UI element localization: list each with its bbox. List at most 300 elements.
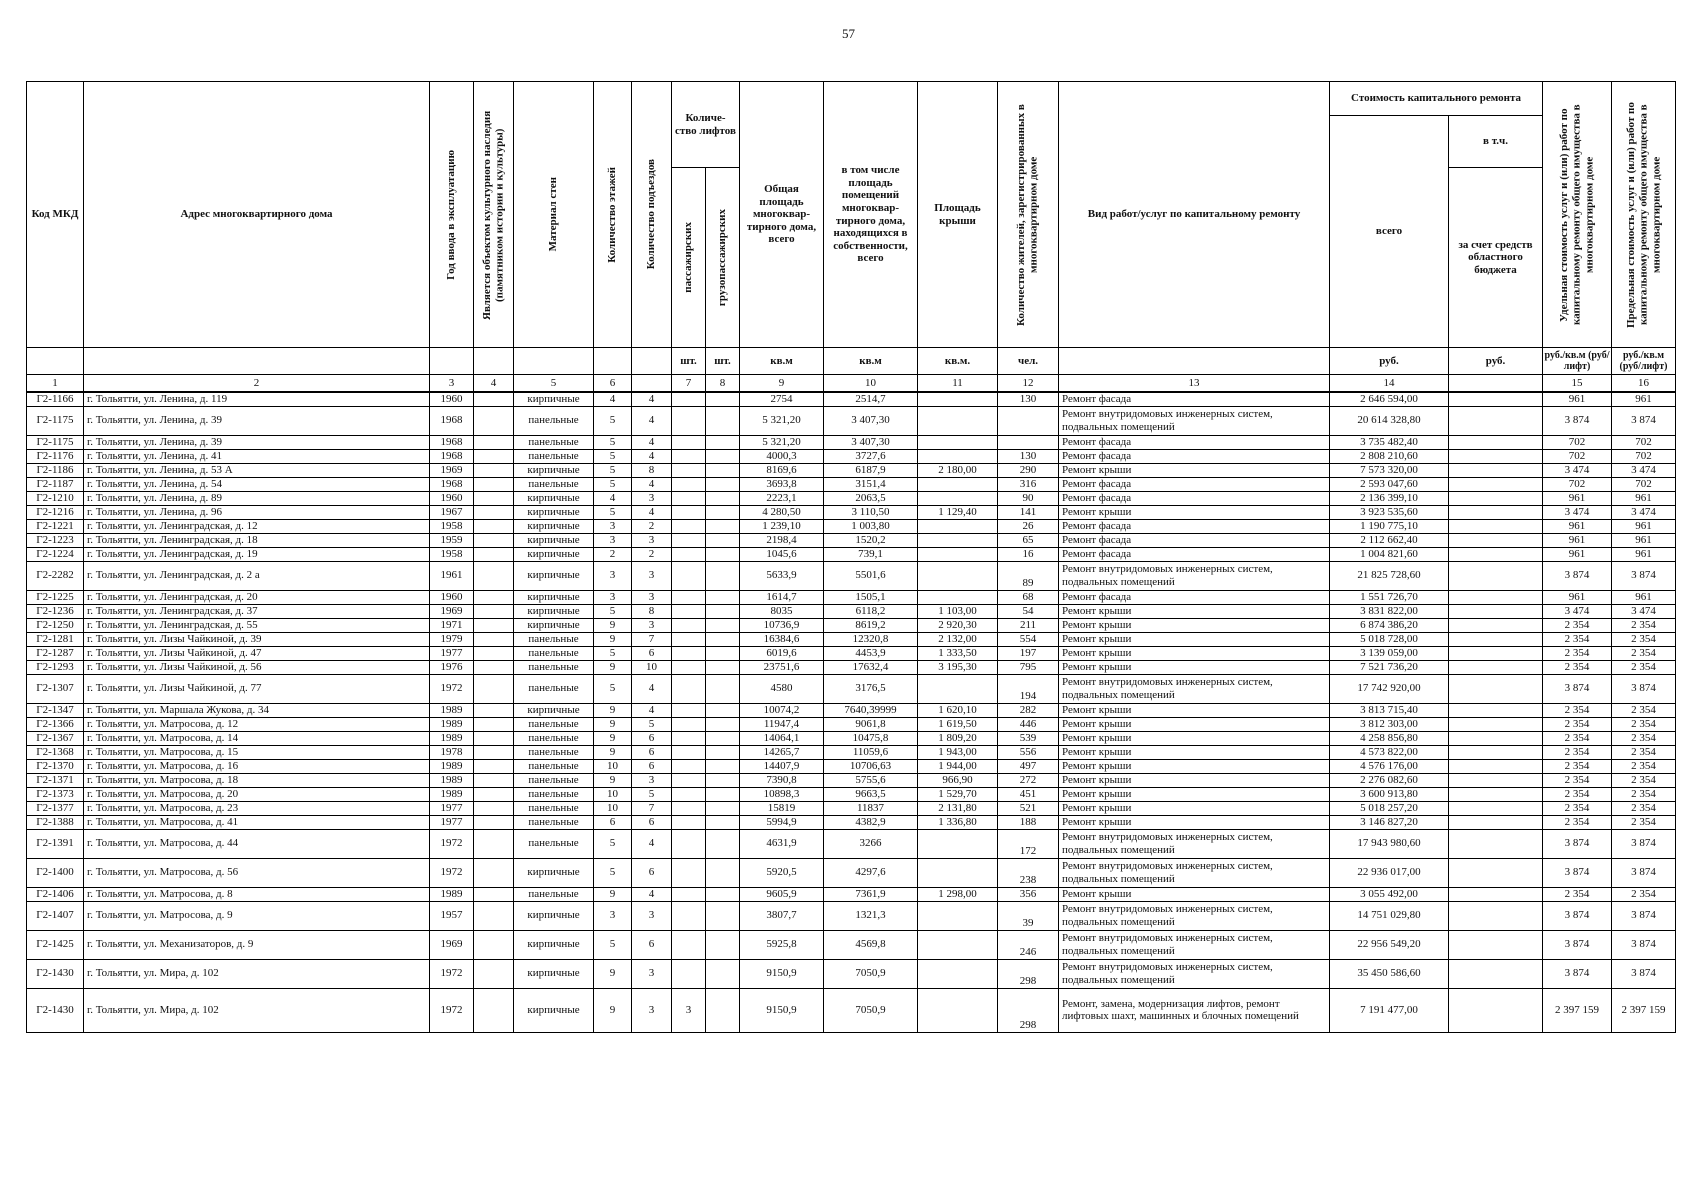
cell-material: кирпичные [514,392,594,406]
cell-code: Г2-1166 [27,392,84,406]
cell-max: 2 354 [1612,646,1676,660]
table-row [27,959,1676,988]
cell-floors: 5 [594,505,632,519]
cell-regional [1449,717,1543,731]
cell-residents: 90 [998,491,1059,505]
cell-cargo [706,703,740,717]
cell-cargo [706,491,740,505]
table-row [27,590,1676,604]
cell-max: 2 354 [1612,815,1676,829]
cell-max: 961 [1612,519,1676,533]
cell-material: кирпичные [514,547,594,561]
cell-residents: 497 [998,759,1059,773]
cell-address: г. Тольятти, ул. Ленина, д. 89 [84,491,430,505]
cell-roof [918,858,998,887]
cell-address: г. Тольятти, ул. Ленина, д. 41 [84,449,430,463]
cell-floors: 10 [594,801,632,815]
cell-material: панельные [514,646,594,660]
cell-roof [918,590,998,604]
cell-cost: 7 191 477,00 [1330,988,1449,1032]
cell-residents: 130 [998,449,1059,463]
cell-unit: 2 354 [1543,801,1612,815]
cell-material: кирпичные [514,930,594,959]
cell-floors: 5 [594,463,632,477]
cell-pass [672,930,706,959]
cell-unit: 2 354 [1543,759,1612,773]
cell-code: Г2-1176 [27,449,84,463]
cell-residents: 65 [998,533,1059,547]
header-owned-area: в том числе площадь помещений многоквар-тирного дома, находящихся в собственности, всего [824,82,918,348]
cell-unit: 3 874 [1543,406,1612,435]
cell-owned: 4297,6 [824,858,918,887]
cell-year: 1961 [430,561,474,590]
cell-address: г. Тольятти, ул. Ленинградская, д. 2 а [84,561,430,590]
cell-residents: 211 [998,618,1059,632]
header-passenger: пассажирских [672,168,706,348]
cell-unit: 3 874 [1543,858,1612,887]
cell-address: г. Тольятти, ул. Матросова, д. 23 [84,801,430,815]
cell-heritage [474,547,514,561]
cell-heritage [474,815,514,829]
cell-entrances: 3 [632,959,672,988]
cell-regional [1449,505,1543,519]
cell-max: 3 474 [1612,463,1676,477]
cell-pass [672,731,706,745]
cell-code: Г2-1371 [27,773,84,787]
header-cost: Стоимость капитального ремонта [1330,82,1543,116]
cell-work: Ремонт, замена, модернизация лифтов, ремонт лифтовых шахт, машинных и блочных помещений [1059,988,1330,1032]
cell-address: г. Тольятти, ул. Матросова, д. 16 [84,759,430,773]
cell-address: г. Тольятти, ул. Ленина, д. 53 А [84,463,430,477]
cell-max: 2 354 [1612,731,1676,745]
cell-material: кирпичные [514,901,594,930]
cell-cost: 20 614 328,80 [1330,406,1449,435]
cell-regional [1449,858,1543,887]
cell-regional [1449,660,1543,674]
cell-material: кирпичные [514,519,594,533]
cell-residents: 194 [998,674,1059,703]
cell-year: 1960 [430,590,474,604]
cell-owned: 3 407,30 [824,406,918,435]
cell-work: Ремонт внутридомовых инженерных систем, подвальных помещений [1059,858,1330,887]
cell-heritage [474,491,514,505]
table-row [27,533,1676,547]
cell-pass [672,787,706,801]
cell-floors: 5 [594,646,632,660]
cell-material: кирпичные [514,505,594,519]
cell-cost: 2 646 594,00 [1330,392,1449,406]
cell-work: Ремонт крыши [1059,618,1330,632]
cell-max: 3 474 [1612,505,1676,519]
cell-entrances: 7 [632,632,672,646]
cell-unit: 3 874 [1543,829,1612,858]
cell-max: 2 354 [1612,660,1676,674]
header-work-type: Вид работ/услуг по капитальному ремонту [1059,82,1330,348]
cell-area: 9605,9 [740,887,824,901]
cell-year: 1969 [430,463,474,477]
cell-owned: 10475,8 [824,731,918,745]
cell-max: 3 874 [1612,829,1676,858]
cell-heritage [474,858,514,887]
cell-cargo [706,449,740,463]
cell-material: кирпичные [514,988,594,1032]
cell-max: 702 [1612,435,1676,449]
cell-unit: 2 354 [1543,815,1612,829]
cell-year: 1989 [430,703,474,717]
cell-address: г. Тольятти, ул. Мира, д. 102 [84,959,430,988]
cell-pass [672,815,706,829]
cell-cargo [706,533,740,547]
cell-heritage [474,406,514,435]
cell-cargo [706,674,740,703]
cell-roof [918,449,998,463]
cell-owned: 3266 [824,829,918,858]
table-row [27,477,1676,491]
cell-roof: 3 195,30 [918,660,998,674]
cell-cost: 6 874 386,20 [1330,618,1449,632]
column-number-row [27,375,1676,393]
cell-regional [1449,901,1543,930]
cell-owned: 11059,6 [824,745,918,759]
cell-year: 1977 [430,815,474,829]
cell-floors: 9 [594,717,632,731]
cell-work: Ремонт крыши [1059,773,1330,787]
cell-cargo [706,435,740,449]
cell-address: г. Тольятти, ул. Матросова, д. 14 [84,731,430,745]
column-number: 3 [430,375,474,393]
cell-area: 5925,8 [740,930,824,959]
cell-cost: 2 136 399,10 [1330,491,1449,505]
cell-pass [672,660,706,674]
cell-cargo [706,887,740,901]
cell-floors: 2 [594,547,632,561]
cell-unit: 961 [1543,533,1612,547]
cell-pass [672,829,706,858]
cell-cargo [706,547,740,561]
cell-residents: 16 [998,547,1059,561]
cell-area: 10736,9 [740,618,824,632]
cell-pass [672,547,706,561]
cell-entrances: 3 [632,618,672,632]
cell-work: Ремонт крыши [1059,604,1330,618]
cell-area: 15819 [740,801,824,815]
cell-unit: 2 354 [1543,632,1612,646]
cell-address: г. Тольятти, ул. Матросова, д. 8 [84,887,430,901]
cell-code: Г2-2282 [27,561,84,590]
cell-pass [672,519,706,533]
cell-material: кирпичные [514,491,594,505]
cell-heritage [474,604,514,618]
cell-regional [1449,959,1543,988]
cell-residents: 238 [998,858,1059,887]
cell-year: 1967 [430,505,474,519]
cell-pass [672,604,706,618]
unit-cell: руб. [1330,348,1449,375]
cell-cost: 14 751 029,80 [1330,901,1449,930]
cell-regional [1449,477,1543,491]
cell-unit: 3 474 [1543,604,1612,618]
cell-unit: 3 474 [1543,505,1612,519]
cell-pass [672,618,706,632]
cell-year: 1969 [430,604,474,618]
cell-heritage [474,717,514,731]
cell-area: 9150,9 [740,988,824,1032]
header-code: Код МКД [27,82,84,348]
cell-unit: 2 354 [1543,731,1612,745]
cell-code: Г2-1223 [27,533,84,547]
cell-residents: 172 [998,829,1059,858]
cell-work: Ремонт внутридомовых инженерных систем, подвальных помещений [1059,901,1330,930]
cell-cost: 3 923 535,60 [1330,505,1449,519]
cell-floors: 5 [594,435,632,449]
cell-address: г. Тольятти, ул. Лизы Чайкиной, д. 39 [84,632,430,646]
cell-address: г. Тольятти, ул. Ленинградская, д. 37 [84,604,430,618]
unit-cell: руб./кв.м (руб/лифт) [1612,348,1676,375]
cell-max: 2 354 [1612,632,1676,646]
cell-floors: 6 [594,815,632,829]
cell-heritage [474,988,514,1032]
cell-cost: 17 742 920,00 [1330,674,1449,703]
table-row [27,801,1676,815]
cell-address: г. Тольятти, ул. Матросова, д. 15 [84,745,430,759]
cell-year: 1968 [430,449,474,463]
cell-address: г. Тольятти, ул. Маршала Жукова, д. 34 [84,703,430,717]
cell-regional [1449,773,1543,787]
cell-unit: 2 397 159 [1543,988,1612,1032]
cell-owned: 3176,5 [824,674,918,703]
cell-residents: 521 [998,801,1059,815]
cell-year: 1989 [430,759,474,773]
cell-heritage [474,959,514,988]
cell-max: 3 874 [1612,930,1676,959]
cell-regional [1449,703,1543,717]
cell-cost: 5 018 728,00 [1330,632,1449,646]
cell-regional [1449,533,1543,547]
cell-floors: 5 [594,406,632,435]
header-lifts: Количе-ство лифтов [672,82,740,168]
cell-address: г. Тольятти, ул. Лизы Чайкиной, д. 77 [84,674,430,703]
cell-cargo [706,959,740,988]
cell-cargo [706,858,740,887]
cell-address: г. Тольятти, ул. Ленина, д. 54 [84,477,430,491]
cell-cargo [706,717,740,731]
cell-roof [918,533,998,547]
cell-address: г. Тольятти, ул. Ленина, д. 39 [84,435,430,449]
cell-work: Ремонт крыши [1059,703,1330,717]
cell-regional [1449,787,1543,801]
table-row [27,660,1676,674]
cell-owned: 1505,1 [824,590,918,604]
cell-area: 5 321,20 [740,435,824,449]
cell-unit: 2 354 [1543,646,1612,660]
cell-cargo [706,660,740,674]
cell-entrances: 4 [632,829,672,858]
cell-entrances: 2 [632,519,672,533]
cell-year: 1976 [430,660,474,674]
cell-area: 14064,1 [740,731,824,745]
cell-entrances: 6 [632,646,672,660]
cell-residents: 556 [998,745,1059,759]
cell-work: Ремонт внутридомовых инженерных систем, подвальных помещений [1059,406,1330,435]
cell-area: 10074,2 [740,703,824,717]
cell-material: панельные [514,829,594,858]
cell-cost: 22 956 549,20 [1330,930,1449,959]
cell-unit: 702 [1543,435,1612,449]
cell-floors: 5 [594,858,632,887]
cell-unit: 3 474 [1543,463,1612,477]
cell-material: панельные [514,759,594,773]
cell-cost: 2 808 210,60 [1330,449,1449,463]
cell-residents: 26 [998,519,1059,533]
cell-work: Ремонт фасада [1059,477,1330,491]
cell-heritage [474,519,514,533]
table-row [27,392,1676,406]
cell-code: Г2-1293 [27,660,84,674]
cell-material: панельные [514,887,594,901]
cell-floors: 10 [594,759,632,773]
cell-owned: 2063,5 [824,491,918,505]
cell-pass [672,435,706,449]
cell-material: кирпичные [514,858,594,887]
cell-regional [1449,406,1543,435]
cell-cargo [706,505,740,519]
cell-heritage [474,901,514,930]
cell-entrances: 7 [632,801,672,815]
column-number: 15 [1543,375,1612,393]
cell-unit: 2 354 [1543,887,1612,901]
cell-heritage [474,477,514,491]
cell-cost: 2 112 662,40 [1330,533,1449,547]
cell-entrances: 3 [632,561,672,590]
cell-cost: 3 600 913,80 [1330,787,1449,801]
cell-heritage [474,618,514,632]
cell-roof [918,959,998,988]
cell-cost: 3 055 492,00 [1330,887,1449,901]
column-number: 6 [594,375,632,393]
cell-floors: 4 [594,491,632,505]
column-number [1449,375,1543,393]
cell-unit: 961 [1543,519,1612,533]
cell-cost: 1 190 775,10 [1330,519,1449,533]
table-row [27,491,1676,505]
cell-address: г. Тольятти, ул. Ленинградская, д. 19 [84,547,430,561]
cell-cargo [706,618,740,632]
cell-year: 1989 [430,731,474,745]
cell-regional [1449,561,1543,590]
cell-regional [1449,815,1543,829]
cell-code: Г2-1391 [27,829,84,858]
cell-cargo [706,901,740,930]
cell-owned: 4382,9 [824,815,918,829]
column-number: 12 [998,375,1059,393]
cell-work: Ремонт крыши [1059,463,1330,477]
cell-floors: 5 [594,477,632,491]
cell-floors: 9 [594,731,632,745]
cell-floors: 9 [594,618,632,632]
header-incl: в т.ч. [1449,116,1543,168]
cell-code: Г2-1187 [27,477,84,491]
cell-material: панельные [514,435,594,449]
cell-entrances: 8 [632,463,672,477]
table-row [27,773,1676,787]
table-row [27,745,1676,759]
cell-work: Ремонт фасада [1059,491,1330,505]
cell-heritage [474,632,514,646]
unit-cell: шт. [672,348,706,375]
cell-residents: 130 [998,392,1059,406]
cell-cost: 5 018 257,20 [1330,801,1449,815]
cell-max: 961 [1612,491,1676,505]
cell-pass [672,801,706,815]
cell-heritage [474,392,514,406]
header-unit-cost: Удельная стоимость услуг и (или) работ по капитальному ремонту общего имущества в многоквартирном доме [1543,82,1612,348]
cell-floors: 4 [594,392,632,406]
cell-unit: 961 [1543,547,1612,561]
cell-code: Г2-1366 [27,717,84,731]
cell-regional [1449,887,1543,901]
cell-entrances: 6 [632,930,672,959]
cell-floors: 9 [594,773,632,787]
cell-max: 3 874 [1612,858,1676,887]
cell-owned: 4453,9 [824,646,918,660]
cell-heritage [474,801,514,815]
cell-year: 1960 [430,491,474,505]
column-number: 11 [918,375,998,393]
cell-area: 1045,6 [740,547,824,561]
cell-address: г. Тольятти, ул. Матросова, д. 9 [84,901,430,930]
cell-work: Ремонт фасада [1059,519,1330,533]
cell-code: Г2-1287 [27,646,84,660]
cell-work: Ремонт крыши [1059,505,1330,519]
cell-roof: 2 132,00 [918,632,998,646]
cell-year: 1968 [430,435,474,449]
table-body [27,392,1676,1032]
table-row [27,717,1676,731]
cell-heritage [474,590,514,604]
column-number: 9 [740,375,824,393]
cell-floors: 9 [594,703,632,717]
cell-entrances: 5 [632,787,672,801]
table-row [27,519,1676,533]
unit-cell: кв.м [740,348,824,375]
cell-work: Ремонт фасада [1059,435,1330,449]
cell-material: кирпичные [514,463,594,477]
cell-owned: 9061,8 [824,717,918,731]
cell-residents: 68 [998,590,1059,604]
cell-material: панельные [514,406,594,435]
cell-owned: 17632,4 [824,660,918,674]
cell-roof [918,547,998,561]
cell-material: панельные [514,773,594,787]
cell-residents: 539 [998,731,1059,745]
cell-address: г. Тольятти, ул. Ленинградская, д. 55 [84,618,430,632]
cell-code: Г2-1216 [27,505,84,519]
cell-year: 1978 [430,745,474,759]
cell-floors: 10 [594,787,632,801]
units-row [27,348,1676,375]
cell-cost: 4 576 176,00 [1330,759,1449,773]
cell-unit: 3 874 [1543,959,1612,988]
cell-unit: 2 354 [1543,660,1612,674]
cell-year: 1972 [430,858,474,887]
unit-cell: руб./кв.м (руб/лифт) [1543,348,1612,375]
cell-pass [672,674,706,703]
cell-roof [918,519,998,533]
cell-unit: 702 [1543,477,1612,491]
cell-pass [672,590,706,604]
cell-max: 2 354 [1612,787,1676,801]
cell-residents: 197 [998,646,1059,660]
